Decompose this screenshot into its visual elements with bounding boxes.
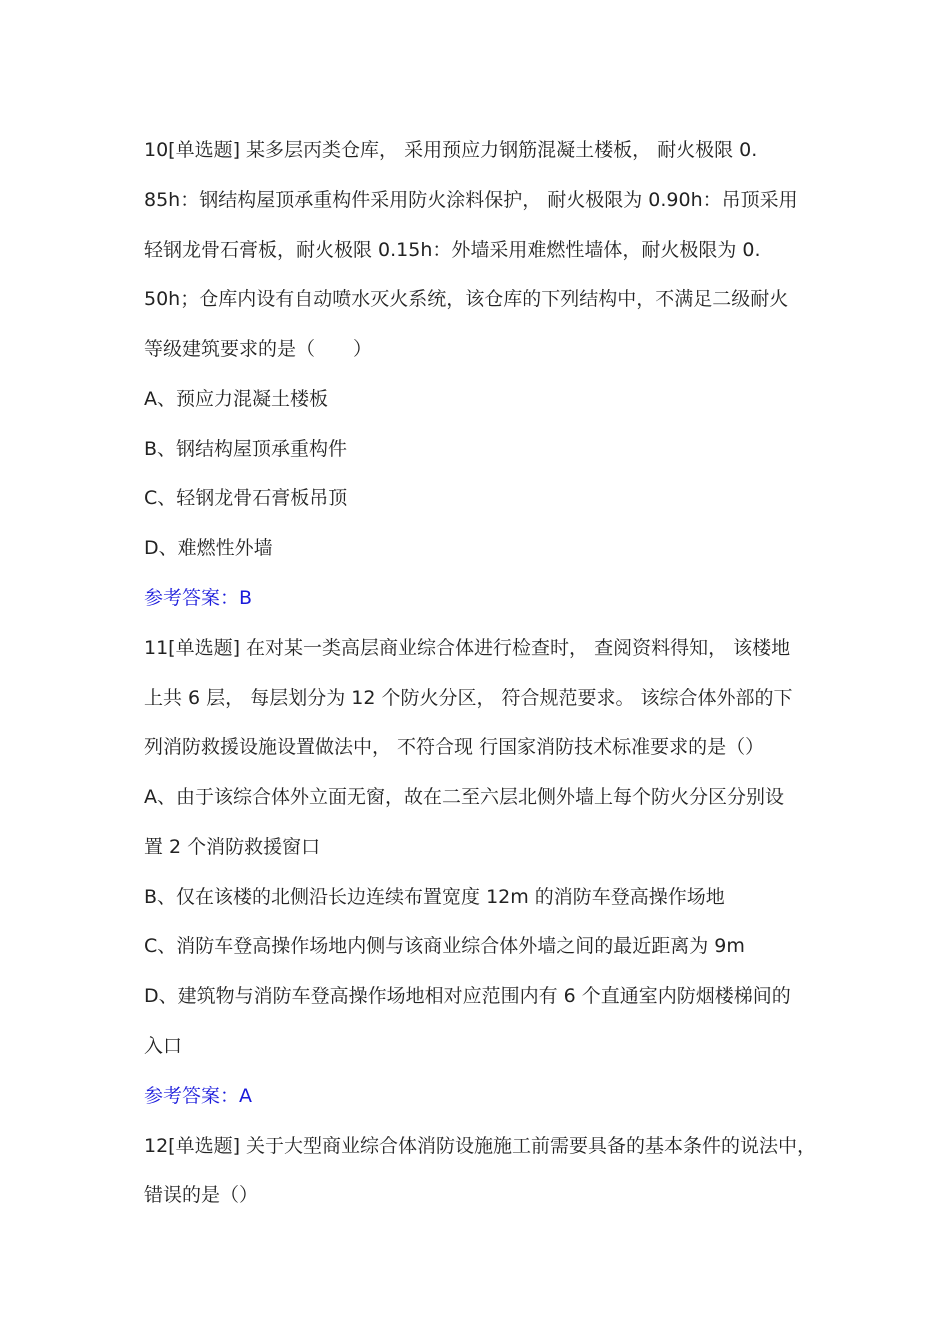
q11-answer: 参考答案：A [144,1085,252,1107]
q12-stem-line-2: 错误的是（） [144,1184,259,1206]
q11-option-a-line-1: A、由于该综合体外立面无窗，故在二至六层北侧外墙上每个防火分区分别设 [144,786,784,808]
q10-option-b: B、钢结构屋顶承重构件 [144,438,348,460]
q10-option-c: C、轻钢龙骨石膏板吊顶 [144,487,348,509]
q10-stem-line-3: 轻钢龙骨石膏板，耐火极限 0.15h：外墙采用难燃性墙体，耐火极限为 0. [144,239,761,261]
q10-option-a: A、预应力混凝土楼板 [144,388,328,410]
q10-option-d: D、难燃性外墙 [144,537,273,559]
q11-option-d-line-1: D、建筑物与消防车登高操作场地相对应范围内有 6 个直通室内防烟楼梯间的 [144,985,791,1007]
q10-stem-line-4: 50h；仓库内设有自动喷水灭火系统，该仓库的下列结构中，不满足二级耐火 [144,288,789,310]
q10-stem-line-5: 等级建筑要求的是（ ） [144,338,373,360]
q11-stem-line-2: 上共 6 层， 每层划分为 12 个防火分区， 符合规范要求。 该综合体外部的下 [144,687,793,709]
q11-stem-line-1: 11[单选题] 在对某一类高层商业综合体进行检查时， 查阅资料得知， 该楼地 [144,637,791,659]
q11-option-b: B、仅在该楼的北侧沿长边连续布置宽度 12m 的消防车登高操作场地 [144,886,725,908]
q11-option-a-line-2: 置 2 个消防救援窗口 [144,836,321,858]
q11-option-d-line-2: 入口 [144,1035,183,1057]
q10-stem-line-1: 10[单选题] 某多层丙类仓库， 采用预应力钢筋混凝土楼板， 耐火极限 0. [144,139,758,161]
q11-option-c: C、消防车登高操作场地内侧与该商业综合体外墙之间的最近距离为 9m [144,935,745,957]
q10-stem-line-2: 85h：钢结构屋顶承重构件采用防火涂料保护， 耐火极限为 0.90h：吊顶采用 [144,189,798,211]
q10-answer: 参考答案：B [144,587,253,609]
q12-stem-line-1: 12[单选题] 关于大型商业综合体消防设施施工前需要具备的基本条件的说法中， [144,1135,817,1157]
q11-stem-line-3: 列消防救援设施设置做法中， 不符合现 行国家消防技术标准要求的是（） [144,736,765,758]
